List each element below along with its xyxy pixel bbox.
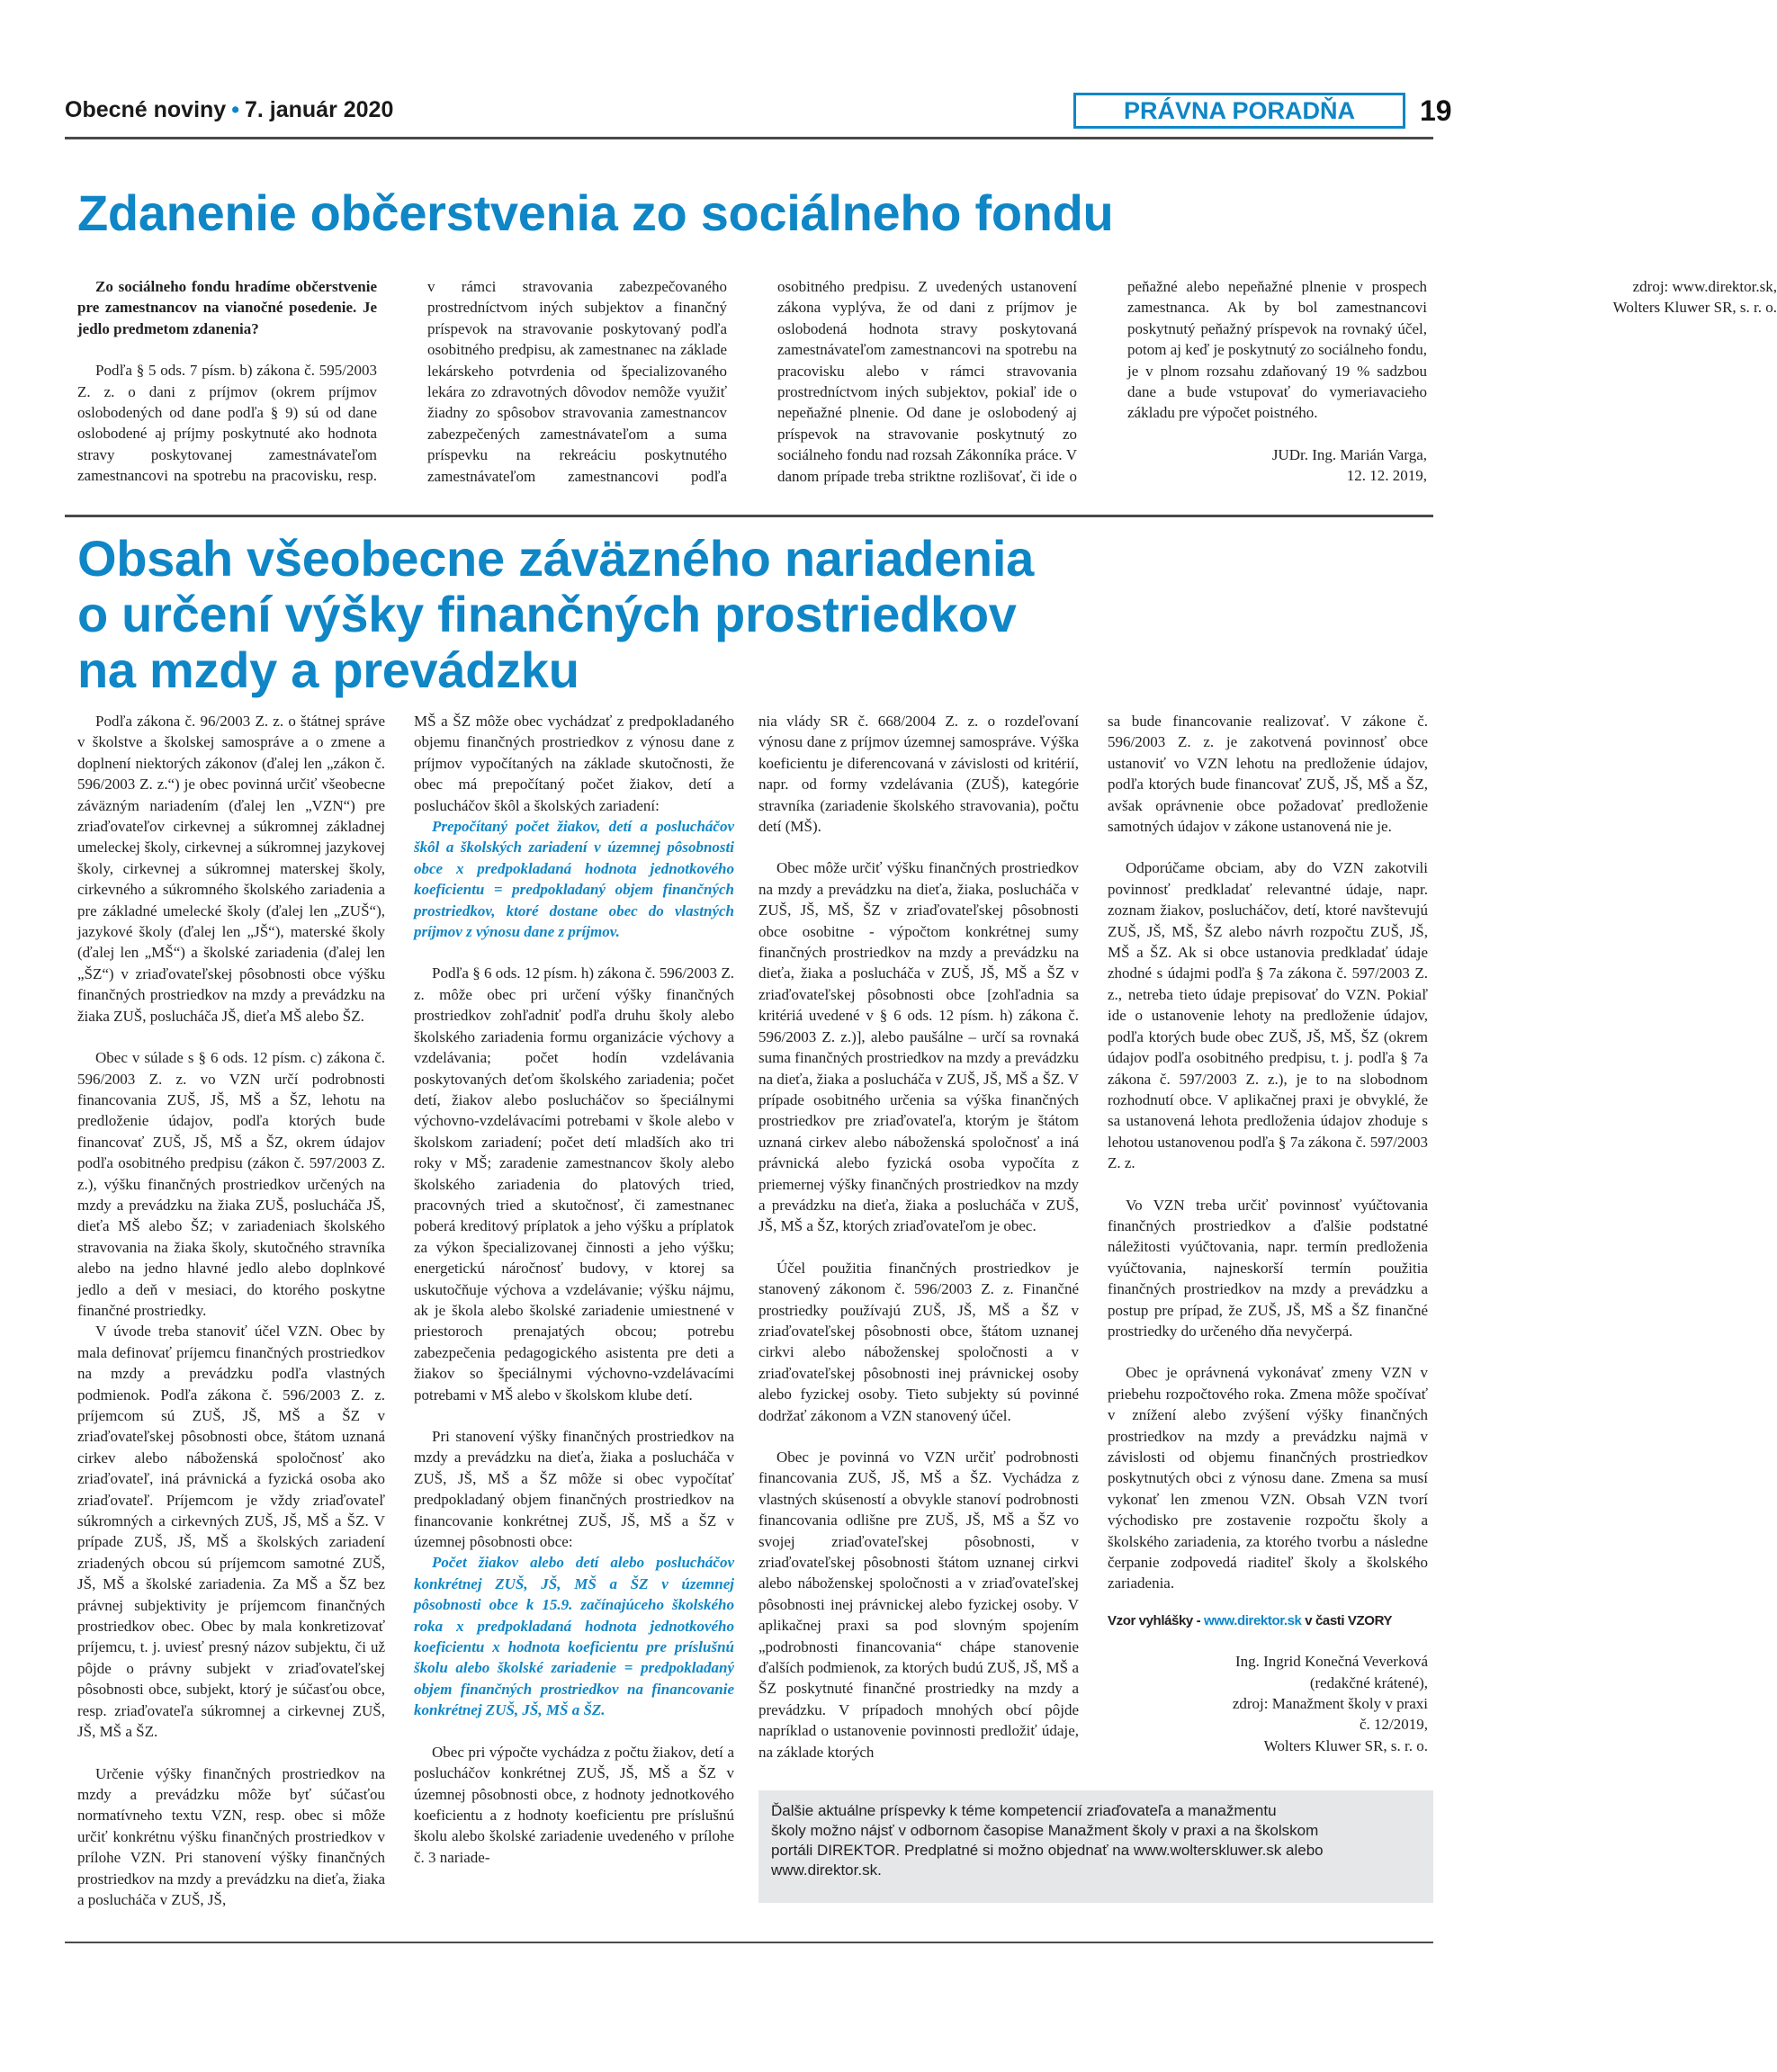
footer-rule xyxy=(65,1942,1433,1943)
article2-column-4 xyxy=(1108,711,1428,1756)
article2-title-line: na mzdy a prevádzku xyxy=(77,641,579,698)
article2-title-line: o určení výšky finančných prostriedkov xyxy=(77,586,1017,642)
article2-signature-line: zdroj: Manažment školy v praxi xyxy=(1232,1695,1428,1713)
article2-signature xyxy=(1108,1651,1428,1756)
article-divider xyxy=(65,515,1433,517)
issue-date: 7. január 2020 xyxy=(244,97,394,122)
direktor-link[interactable]: www.direktor.sk xyxy=(1204,1612,1302,1628)
article2-column-2 xyxy=(414,711,734,1868)
article1-signature-line: zdroj: www.direktor.sk, xyxy=(1632,278,1777,295)
formula-highlight: Počet žiakov alebo detí alebo poslucháčov konkrétnej ZUŠ, JŠ, MŠ a ŠZ v územnej pôsobnosti obce k 15.9. začínajúceho školského roka x predpokladaná hodnota jednotkového koeficientu x hodnota koeficientu pre príslušnú školu alebo školské zariadenie = predpokladaný objem finančných prostriedkov na financovanie konkrétnej ZUŠ, JŠ, MŠ a ŠZ. xyxy=(414,1554,734,1719)
article1-lead: Zo sociálneho fondu hradíme občerstvenie pre zamestnancov na vianočné posedenie. Je jedlo predmetom zdanenia? xyxy=(77,278,377,337)
paragraph: Pri stanovení výšky finančných prostriedkov na mzdy a prevádzku na dieťa, žiaka a poslucháča v ZUŠ, JŠ, MŠ a ŠZ môže si obec vypočítať predpokladaný objem finančných prostriedkov na financovanie konkrétnej ZUŠ, JŠ, MŠ a ŠZ v územnej pôsobnosti obce: xyxy=(414,1428,734,1551)
formula-highlight: Prepočítaný počet žiakov, detí a poslucháčov škôl a školských zariadení v územnej pôsobnosti obce x predpokladaná hodnota jednotkového koeficientu = predpokladaný objem finančných prostriedkov, ktoré dostane obec do vlastných príjmov z výnosu dane z príjmov. xyxy=(414,818,734,941)
paragraph: Odporúčame obciam, aby do VZN zakotvili povinnosť predkladať relevantné údaje, napr. zoznam žiakov, poslucháčov, detí, ktoré navštevujú ZUŠ, JŠ, MŠ, ŠZ alebo návrh rozpočtu ZUŠ, JŠ, MŠ a ŠZ. Ak si obce ustanovia predkladať údaje zhodné s údajmi podľa § 7a zákona č. 597/2003 Z. z., netreba tieto údaje prepisovať do VZN. Pokiaľ ide o ustanovenie lehoty na predloženie údajov, podľa ktorých bude obec ZUŠ, JŠ, MŠ, ŠZ (okrem údajov podľa osobitného predpisu, t. j. podľa § 7a zákona č. 597/2003 Z. z.), je to na slobodnom rozhodnutí obce. V aplikačnej praxi je obvyklé, že sa ustanovená lehota predloženia údajov zhoduje s lehotou ustanovenou podľa § 7a zákona č. 597/2003 Z. z. xyxy=(1108,859,1428,1172)
masthead xyxy=(65,97,393,123)
article2-signature-line: Ing. Ingrid Konečná Veverková xyxy=(1234,1653,1428,1671)
paragraph: Obec je oprávnená vykonávať zmeny VZN v priebehu rozpočtového roka. Zmena môže spočívať v znížení alebo zvýšení výšky finančných prostriedkov na mzdy a prevádzku najmä v závislosti od objemu finančných prostriedkov poskytnutých obci z výnosu dane. Zmena sa musí vykonať len zmenou VZN. Obsah VZN tvorí východisko pre zostavenie rozpočtu školy a školského zariadenia, za ktorého tvorbu a následne čerpanie zodpovedá riaditeľ školy a školského zariadenia. xyxy=(1108,1364,1428,1592)
paragraph: Obec je povinná vo VZN určiť podrobnosti financovania ZUŠ, JŠ, MŠ a ŠZ. Vychádza z vlastných skúseností a obvykle stanoví podrobnosti financovania odlišne pre ZUŠ, JŠ, MŠ a ŠZ vo svojej zriaďovateľskej pôsobnosti, v zriaďovateľskej pôsobnosti štátom uznanej cirkvi alebo náboženskej spoločnosti a v zriaďovateľskej pôsobnosti inej právnickej alebo fyzickej osoby. V aplikačnej praxi sa pod slovným spojením „podrobnosti financovania“ chápe stanovenie ďalších podmienok, za ktorých budú ZUŠ, JŠ, MŠ a ŠZ poskytnuté finančné prostriedky na mzdy a prevádzku. V prípadoch mnohých obcí pôjde napríklad o ustanovenie povinnosti predložiť údaje, na základe ktorých xyxy=(758,1449,1079,1761)
article2-title xyxy=(77,531,1034,698)
article1-body xyxy=(77,276,1777,503)
article2-signature-line: Wolters Kluwer SR, s. r. o. xyxy=(1263,1736,1428,1754)
article1-signature-line: 12. 12. 2019, xyxy=(1346,467,1427,485)
paragraph: Podľa § 6 ods. 12 písm. h) zákona č. 596/2003 Z. z. môže obec pri určení výšky finančných prostriedkov zohľadniť podľa druhu školy alebo školského zariadenia formu organizácie výchovy a vzdelávania; počet hodín vzdelávania poskytovaných deťom školského zariadenia; počet detí, žiakov alebo poslucháčov so špeciálnymi výchovno-vzdelávacími potrebami v škole alebo v školskom zariadení; počet detí mladších ako tri roky v MŠ; zaradenie zamestnancov školy alebo školského zariadenia do platových tried, pracovných tried a skutočnosť, či zamestnanec poberá kreditový príplatok a jeho výšku a príplatok za výkon špecializovanej činnosti a jeho výšku; energetickú náročnosť budovy, v ktorej sa uskutočňuje výchova a vzdelávanie; výšku nájmu, ak je škola alebo školské zariadenie umiestnené v priestoroch prenajatých obcou; potrebu zabezpečenia pedagogického asistenta pre deti a žiakov so špeciálnymi výchovno-vzdelávacími potrebami v MŠ alebo v školskom klube detí. xyxy=(414,964,734,1404)
info-box-line: www.direktor.sk. xyxy=(771,1861,882,1879)
article1-paragraph: Podľa § 5 ods. 7 písm. b) zákona č. 595/2003 Z. z. o dani z príjmov (okrem príjmov oslobodených od dane podľa § 9) sú od dane oslobodené aj príjmy poskytnuté ako hodnota stravy poskytovanej zamestnávateľom zamestnancovi na spotrebu na pracovisku, resp. v rámci stravovania zabezpečovaného prostredníctvom iných subjektov a finančný príspevok na stravovanie poskytovaný podľa osobitného predpisu, ak zamestnanec na základe lekárskeho potvrdenia od špecializovaného lekára zo zdravotných dôvodov nemôže využiť žiadny zo spôsobov stravovania zamestnancov zabezpečených zamestnávateľom a suma príspevku na rekreáciu poskytnutého zamestnávateľom zamestnancovi podľa osobitného predpisu. Z uvedených ustanovení zákona vyplýva, že od dani z príjmov je oslobodená hodnota stravy poskytovaná zamestnávateľom zamestnancovi na spotrebu na pracovisku alebo v rámci stravovania prostredníctvom iných subjektov, pokiaľ ide o nepeňažné plnenie. Od dane je oslobodený aj príspevok na stravovanie poskytnutý zo sociálneho fondu nad rozsah Zákonníka práce. V danom prípade treba striktne rozlišovať, či ide o peňažné alebo nepeňažné plnenie v prospech zamestnanca. Ak by bol zamestnancovi poskytnutý peňažný príspevok na rovnaký účel, potom aj keď je poskytnutý zo sociálneho fondu, je v plnom rozsahu zdaňovaný 19 % sadzbou dane a bude vstupovať do vymeriavacieho základu pre výpočet poistného. xyxy=(77,278,1427,485)
paragraph: Obec môže určiť výšku finančných prostriedkov na mzdy a prevádzku na dieťa, žiaka, poslucháča v ZUŠ, JŠ, MŠ, ŠZ v zriaďovateľskej pôsobnosti obce osobitne - výpočtom konkrétnej sumy finančných prostriedkov na mzdy a prevádzku na dieťa, žiaka a poslucháča v ZUŠ, JŠ, MŠ a ŠZ v zriaďovateľskej pôsobnosti obce [zohľadnia sa kritériá uvedené v § 6 ods. 12 písm. h) zákona č. 596/2003 Z. z.)], alebo paušálne – určí sa rovnaká suma finančných prostriedkov na mzdy a prevádzku na dieťa, žiaka a poslucháča v ZUŠ, JŠ, MŠ a ŠZ. V prípade osobitného určenia sa výška finančných prostriedkov pre zriaďovateľa, ktorým je štátom uznaná cirkev alebo náboženská spoločnosť a iná právnická alebo fyzická osoba vypočíta z priemernej výšky finančných prostriedkov na mzdy a prevádzku na dieťa, žiaka a poslucháča v ZUŠ, JŠ, MŠ a ŠZ, ktorých zriaďovateľom je obec. xyxy=(758,859,1079,1235)
template-link-prefix: Vzor vyhlášky - xyxy=(1108,1612,1204,1628)
section-label: PRÁVNA PORADŇA xyxy=(1073,93,1405,129)
paragraph: sa bude financovanie realizovať. V zákone č. 596/2003 Z. z. je zakotvená povinnosť obce ustanoviť vo VZN lehotu na predloženie údajov, podľa ktorých bude financovať ZUŠ, JŠ, MŠ a ŠZ, avšak oprávnenie obce požadovať predloženie samotných údajov v zákone ustanovená nie je. xyxy=(1108,713,1428,836)
paragraph: Vo VZN treba určiť povinnosť vyúčtovania finančných prostriedkov a ďalšie podstatné náležitosti vyúčtovania, napr. termín predloženia vyúčtovania, najneskorší termín použitia finančných prostriedkov na mzdy a prevádzku a postup pre prípad, že ZUŠ, JŠ, MŠ a ŠZ finančné prostriedky do určeného dňa nevyčerpá. xyxy=(1108,1196,1428,1340)
paragraph: Účel použitia finančných prostriedkov je stanovený zákonom č. 596/2003 Z. z. Finančné prostriedky používajú ZUŠ, JŠ, MŠ a ŠZ v zriaďovateľskej pôsobnosti obce, štátom uznanej cirkvi alebo náboženskej spoločnosti a v zriaďovateľskej pôsobnosti inej právnickej osoby alebo fyzickej osoby. Tieto subjekty sú povinné dodržať zákonom a VZN stanovený účel. xyxy=(758,1259,1079,1424)
article2-column-1 xyxy=(77,711,385,1910)
paragraph: V úvode treba stanoviť účel VZN. Obec by mala definovať príjemcu finančných prostriedkov na mzdy a prevádzku podľa vlastných podmienok. Podľa zákona č. 596/2003 Z. z. príjemcom sú ZUŠ, JŠ, MŠ a ŠZ v zriaďovateľskej pôsobnosti obce, štátom uznaná cirkev alebo náboženská spoločnosť ako zriaďovateľ, iná právnická a fyzická osoba ako zriaďovateľ. Príjemcom je vždy zriaďovateľ súkromných a cirkevných ZUŠ, JŠ, MŠ a ŠZ. V prípade ZUŠ, JŠ, MŠ a školských zariadení zriadených obcou sú príjemcom samotné ZUŠ, JŠ, MŠ a školské zariadenia. Za MŠ a ŠZ bez právnej subjektivity je príjemcom finančných prostriedkov obec. Obec by mala konkretizovať príjemcu, t. j. uviesť presný názov subjektu, či už pôjde o právny subjekt v zriaďovateľskej pôsobnosti obce, subjekt, ktorý je súčasťou obce, resp. zriaďovateľa súkromnej a cirkevnej ZUŠ, JŠ, MŠ a ŠZ. xyxy=(77,1323,385,1741)
paragraph: Podľa zákona č. 96/2003 Z. z. o štátnej správe v školstve a školskej samospráve a o zmene a doplnení niektorých zákonov (ďalej len „zákon č. 596/2003 Z. z.“) je obec povinná určiť všeobecne záväzným nariadením (ďalej len „VZN“) pre zriaďovateľov cirkevnej a súkromnej základnej umeleckej školy, cirkevnej a súkromnej jazykovej školy, cirkevnej a súkromnej materskej školy, cirkevného a súkromného školského zariadenia a pre základné umelecké školy (ďalej len „ZUŠ“), jazykové školy (ďalej len „JŠ“), materské školy (ďalej len „MŠ“) a školské zariadenia (ďalej len „ŠZ“) v zriaďovateľskej pôsobnosti obce výšku finančných prostriedkov na mzdy a prevádzku na žiaka ZUŠ, poslucháča JŠ, dieťa MŠ alebo ŠZ. xyxy=(77,713,385,1025)
paragraph: MŠ a ŠZ môže obec vychádzať z predpokladaného objemu finančných prostriedkov z výnosu dane z príjmov vypočítaných na základe skutočnosti, že obec má prepočítaný počet žiakov, detí a poslucháčov škôl a školských zariadení: xyxy=(414,713,734,814)
article2-signature-line: (redakčné krátené), xyxy=(1309,1673,1428,1691)
newspaper-name: Obecné noviny xyxy=(65,97,227,122)
template-link-line xyxy=(1108,1610,1428,1631)
article2-signature-line: č. 12/2019, xyxy=(1359,1716,1428,1734)
info-box xyxy=(758,1790,1433,1903)
article2-title-line: Obsah všeobecne záväzného nariadenia xyxy=(77,530,1034,587)
page-number: 19 xyxy=(1420,94,1452,127)
article1-signature-line: JUDr. Ing. Marián Varga, xyxy=(1271,445,1427,463)
article1-signature-line: Wolters Kluwer SR, s. r. o. xyxy=(1612,299,1777,317)
paragraph: Obec pri výpočte vychádza z počtu žiakov, detí a poslucháčov konkrétnej ZUŠ, JŠ, MŠ a ŠZ v územnej pôsobnosti obce, z hodnoty jednotkového koeficientu a z hodnoty koeficientu pre príslušnú školu alebo školské zariadenie uvedeného v prílohe č. 3 nariade- xyxy=(414,1743,734,1866)
paragraph: nia vlády SR č. 668/2004 Z. z. o rozdeľovaní výnosu dane z príjmov územnej samospráve. Výška koeficientu je diferencovaná v závislosti od kritérií, napr. od formy vzdelávania (ZUŠ), kategórie stravníka (zariadenie školského stravovania), počtu detí (MŠ). xyxy=(758,713,1079,836)
info-box-line: školy možno nájsť v odbornom časopise Manažment školy v praxi a na školskom xyxy=(771,1822,1319,1839)
paragraph: Určenie výšky finančných prostriedkov na mzdy a prevádzku môže byť súčasťou normatívneho textu VZN, resp. obec si môže určiť konkrétnu výšku finančných prostriedkov v prílohe VZN. Pri stanovení výšky finančných prostriedkov na mzdy a prevádzku na dieťa, žiaka a poslucháča v ZUŠ, JŠ, xyxy=(77,1764,385,1908)
info-box-line: Ďalšie aktuálne príspevky k téme kompetencií zriaďovateľa a manažmentu xyxy=(771,1802,1277,1819)
paragraph: Obec v súlade s § 6 ods. 12 písm. c) zákona č. 596/2003 Z. z. vo VZN určí podrobnosti financovania ZUŠ, JŠ, MŠ a ŠZ, lehotu na predloženie údajov, podľa ktorých bude financovať ZUŠ, JŠ, MŠ a ŠZ, okrem údajov podľa osobitného predpisu (zákon č. 597/2003 Z. z.), výšku finančných prostriedkov určených na mzdy a prevádzku na žiaka ZUŠ, poslucháča JŠ, dieťa MŠ alebo ŠZ; v zariadeniach školského stravovania na žiaka školy, skutočného stravníka alebo na jedno hlavné jedlo alebo doplnkové jedlo a deň v mesiaci, do ktorého poskytne finančné prostriedky. xyxy=(77,1049,385,1319)
header-separator: • xyxy=(231,97,239,122)
article1-title: Zdanenie občerstvenia zo sociálneho fondu xyxy=(77,184,1114,241)
info-box-line: portáli DIREKTOR. Predplatné si možno objednať na www.wolterskluwer.sk alebo xyxy=(771,1842,1324,1859)
header-rule xyxy=(65,137,1433,139)
article2-column-3 xyxy=(758,711,1079,1763)
template-link-suffix: v časti VZORY xyxy=(1301,1612,1393,1628)
